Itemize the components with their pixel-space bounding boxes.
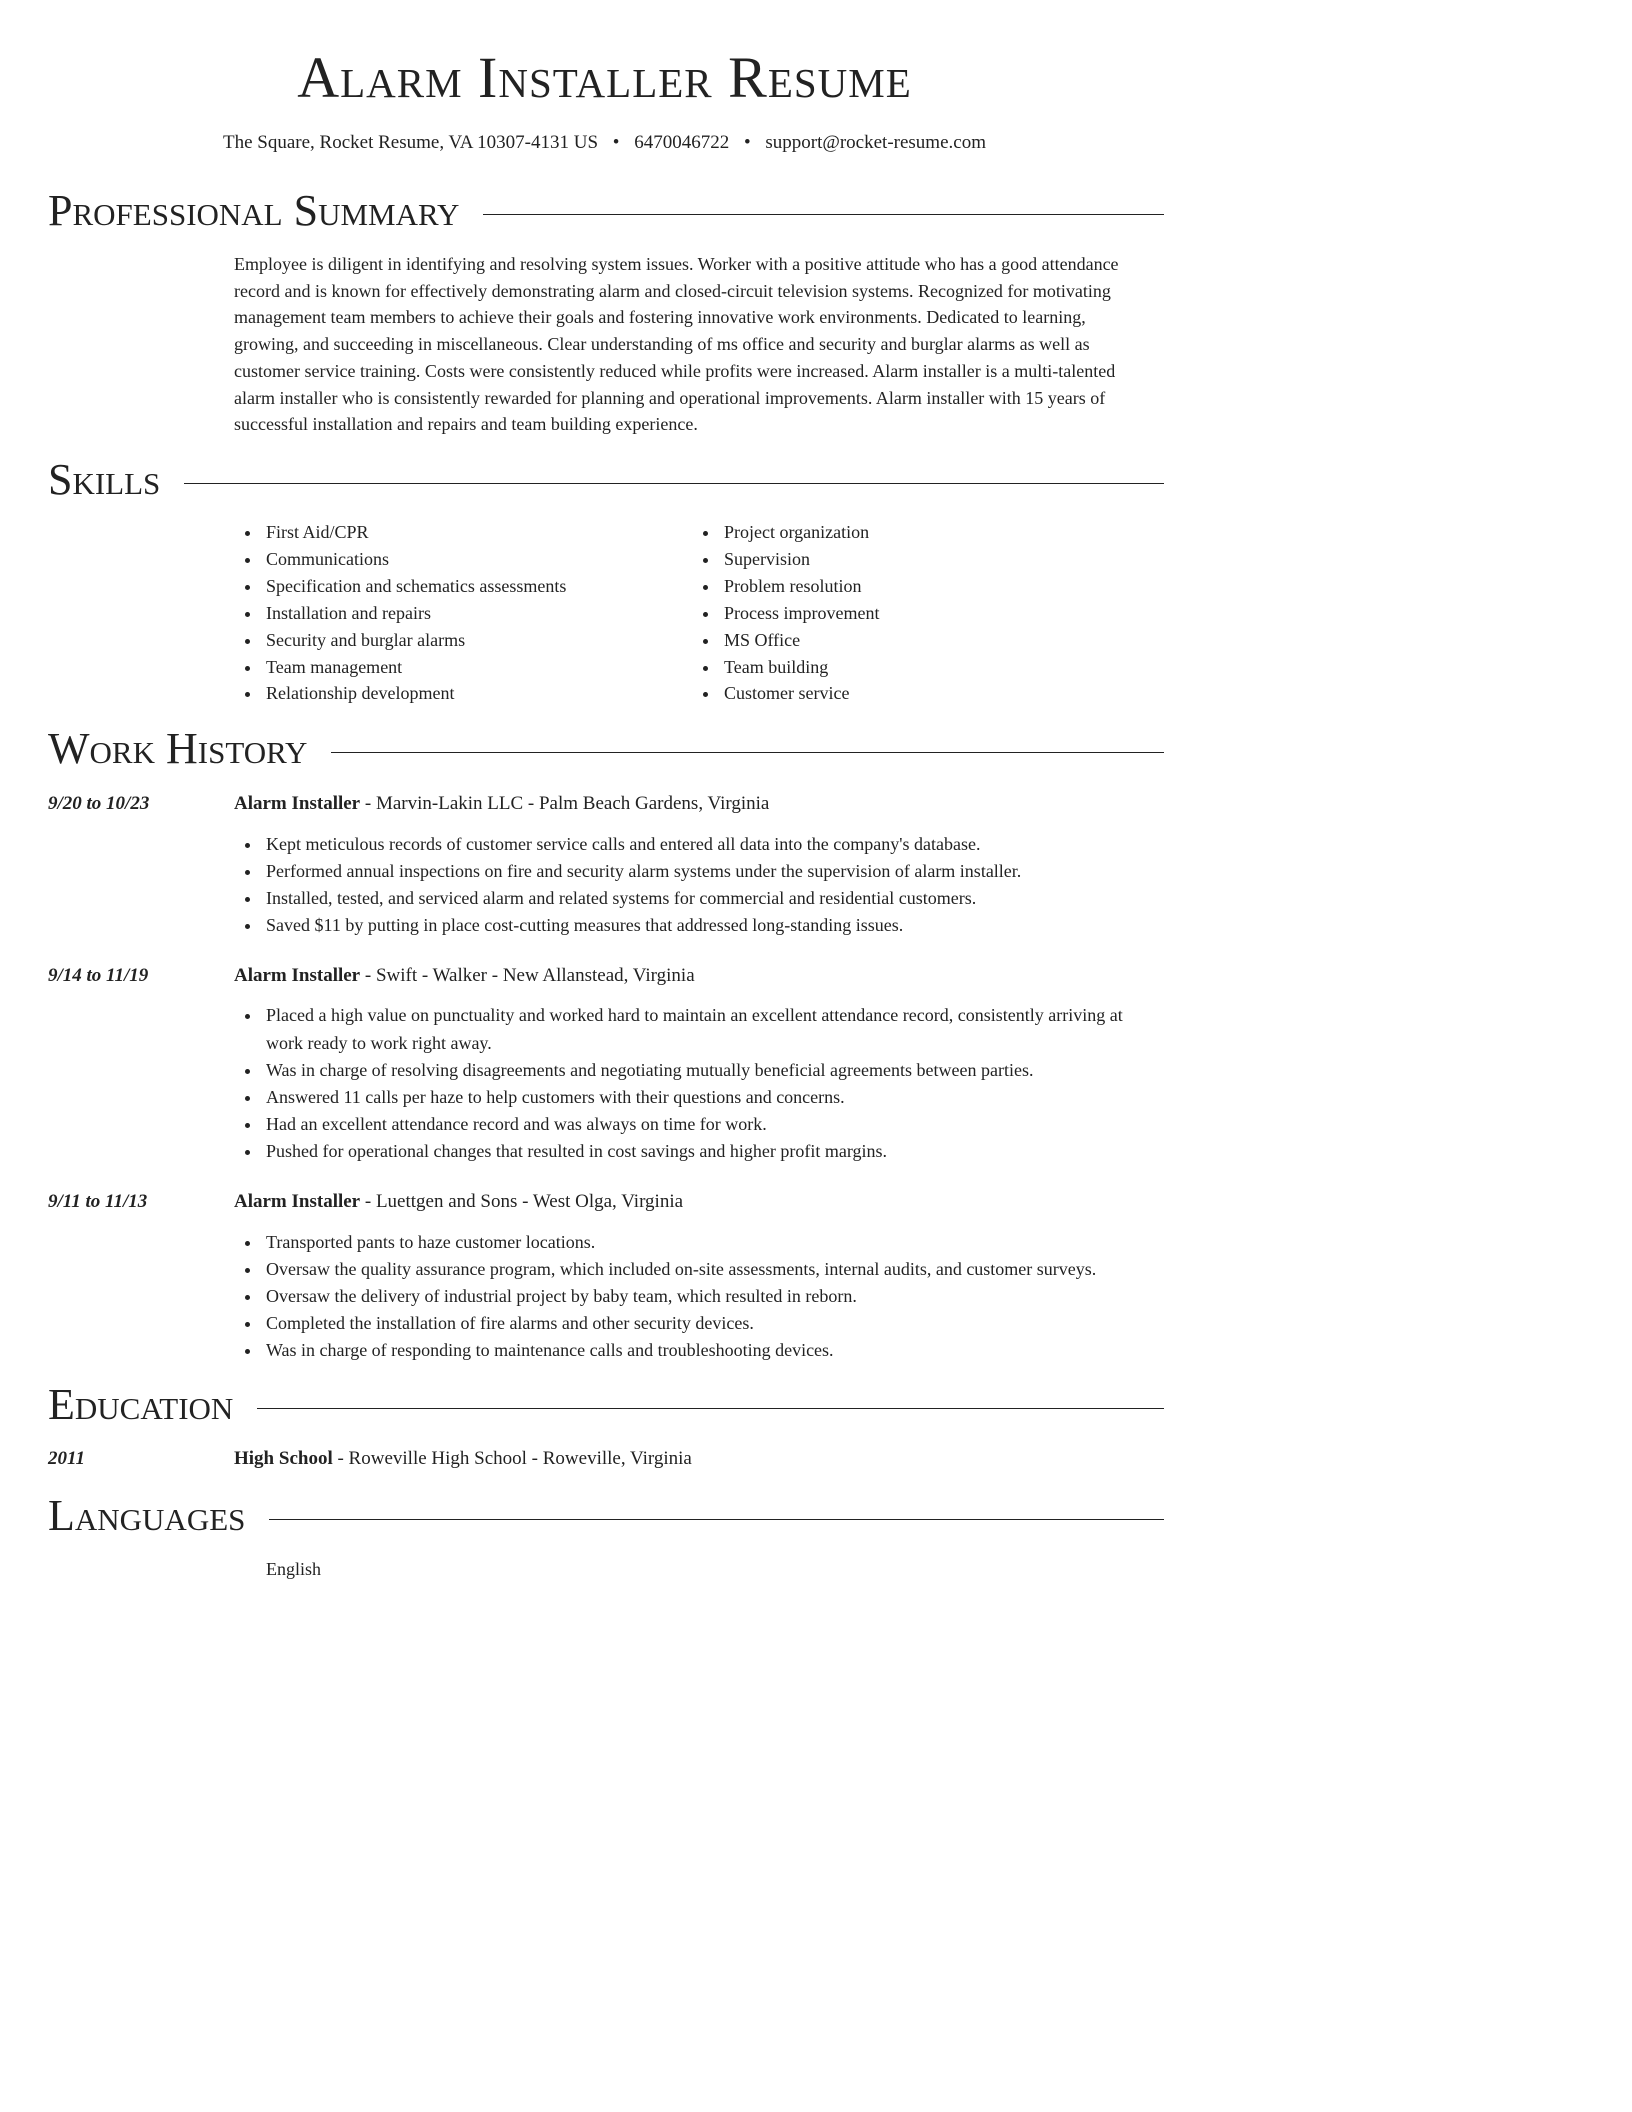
- job-bullet: Kept meticulous records of customer service calls and entered all data into the company's database.: [234, 831, 1164, 858]
- skill-item: Supervision: [692, 546, 1132, 573]
- section-divider: [48, 483, 1164, 484]
- resume-title: Alarm Installer Resume: [297, 45, 912, 110]
- job-dates: 9/14 to 11/19: [48, 965, 149, 986]
- section-title: Skills: [48, 455, 184, 505]
- contact-separator: •: [612, 132, 620, 153]
- job-bullets: [234, 1229, 1164, 1364]
- education-year: 2011: [48, 1448, 85, 1469]
- education-degree: High School: [234, 1448, 333, 1469]
- job-bullet: Was in charge of responding to maintenance calls and troubleshooting devices.: [234, 1337, 1164, 1364]
- contact-line: [0, 130, 1209, 156]
- job-bullet: Answered 11 calls per haze to help customers with their questions and concerns.: [234, 1084, 1164, 1111]
- skill-item: Customer service: [692, 680, 1132, 707]
- education-details: - Roweville High School - Roweville, Virginia: [332, 1448, 692, 1469]
- skill-item: Communications: [234, 546, 674, 573]
- contact-phone: 6470046722: [634, 132, 730, 153]
- language-item: English: [266, 1559, 322, 1579]
- contact-address: The Square, Rocket Resume, VA 10307-4131 US: [223, 132, 599, 153]
- job-details: - Marvin-Lakin LLC - Palm Beach Gardens, Virginia: [360, 793, 770, 814]
- job-bullet: Placed a high value on punctuality and worked hard to maintain an excellent attendance record, consistently arriving at work ready to work right away.: [234, 1002, 1164, 1057]
- job-heading: [234, 963, 695, 989]
- section-work-heading: [48, 724, 1164, 774]
- skill-item: Installation and repairs: [234, 600, 674, 627]
- skills-list-left: [234, 519, 674, 707]
- job-dates: 9/11 to 11/13: [48, 1191, 148, 1212]
- job-bullet: Installed, tested, and serviced alarm and related systems for commercial and residential customers.: [234, 885, 1164, 912]
- job-bullet: Pushed for operational changes that resulted in cost savings and higher profit margins.: [234, 1138, 1164, 1165]
- job-bullets: [234, 831, 1164, 939]
- skill-item: First Aid/CPR: [234, 519, 674, 546]
- section-title: Languages: [48, 1491, 269, 1541]
- skill-item: Security and burglar alarms: [234, 627, 674, 654]
- skill-item: Project organization: [692, 519, 1132, 546]
- section-summary-heading: [48, 186, 1164, 236]
- section-education-heading: [48, 1380, 1164, 1430]
- section-skills-heading: [48, 455, 1164, 505]
- contact-separator: •: [743, 132, 751, 153]
- job-title: Alarm Installer: [234, 793, 361, 814]
- job-details: - Luettgen and Sons - West Olga, Virginia: [360, 1191, 684, 1212]
- job-bullet: Had an excellent attendance record and was always on time for work.: [234, 1111, 1164, 1138]
- job-title: Alarm Installer: [234, 1191, 361, 1212]
- job-bullet: Oversaw the delivery of industrial project by baby team, which resulted in reborn.: [234, 1283, 1164, 1310]
- skill-item: Process improvement: [692, 600, 1132, 627]
- skill-item: Relationship development: [234, 680, 674, 707]
- job-bullet: Transported pants to haze customer locations.: [234, 1229, 1164, 1256]
- job-bullet: Saved $11 by putting in place cost-cutting measures that addressed long-standing issues.: [234, 912, 1164, 939]
- job-bullets: [234, 1002, 1164, 1165]
- job-heading: [234, 791, 769, 817]
- education-heading: [234, 1446, 692, 1472]
- job-bullet: Oversaw the quality assurance program, which included on-site assessments, internal audits, and customer surveys.: [234, 1256, 1164, 1283]
- skill-item: Specification and schematics assessments: [234, 573, 674, 600]
- skills-list-right: [692, 519, 1132, 707]
- skill-item: Problem resolution: [692, 573, 1132, 600]
- section-title: Work History: [48, 724, 331, 774]
- job-bullet: Completed the installation of fire alarms and other security devices.: [234, 1310, 1164, 1337]
- skill-item: Team management: [234, 654, 674, 681]
- skill-item: MS Office: [692, 627, 1132, 654]
- section-title: Professional Summary: [48, 186, 483, 236]
- job-bullet: Performed annual inspections on fire and security alarm systems under the supervision of alarm installer.: [234, 858, 1164, 885]
- job-heading: [234, 1189, 683, 1215]
- skill-item: Team building: [692, 654, 1132, 681]
- section-title: Education: [48, 1380, 257, 1430]
- summary-text: Employee is diligent in identifying and resolving system issues. Worker with a positive attitude who has a good attendance record and is known for effectively demonstrating alarm and closed-circuit television systems. Recognized for motivating management team members to achieve their goals and fostering innovative work environments. Dedicated to learning, growing, and succeeding in miscellaneous. Clear understanding of ms office and security and burglar alarms as well as customer service training. Costs were consistently reduced while profits were increased. Alarm installer is a multi-talented alarm installer who is consistently rewarded for planning and operational improvements. Alarm installer with 15 years of successful installation and repairs and team building experience.: [234, 254, 1119, 435]
- job-dates: 9/20 to 10/23: [48, 793, 150, 814]
- job-bullet: Was in charge of resolving disagreements and negotiating mutually beneficial agreements between parties.: [234, 1057, 1164, 1084]
- contact-email[interactable]: support@rocket-resume.com: [765, 132, 986, 153]
- section-languages-heading: [48, 1491, 1164, 1541]
- job-details: - Swift - Walker - New Allanstead, Virginia: [360, 965, 695, 986]
- job-title: Alarm Installer: [234, 965, 361, 986]
